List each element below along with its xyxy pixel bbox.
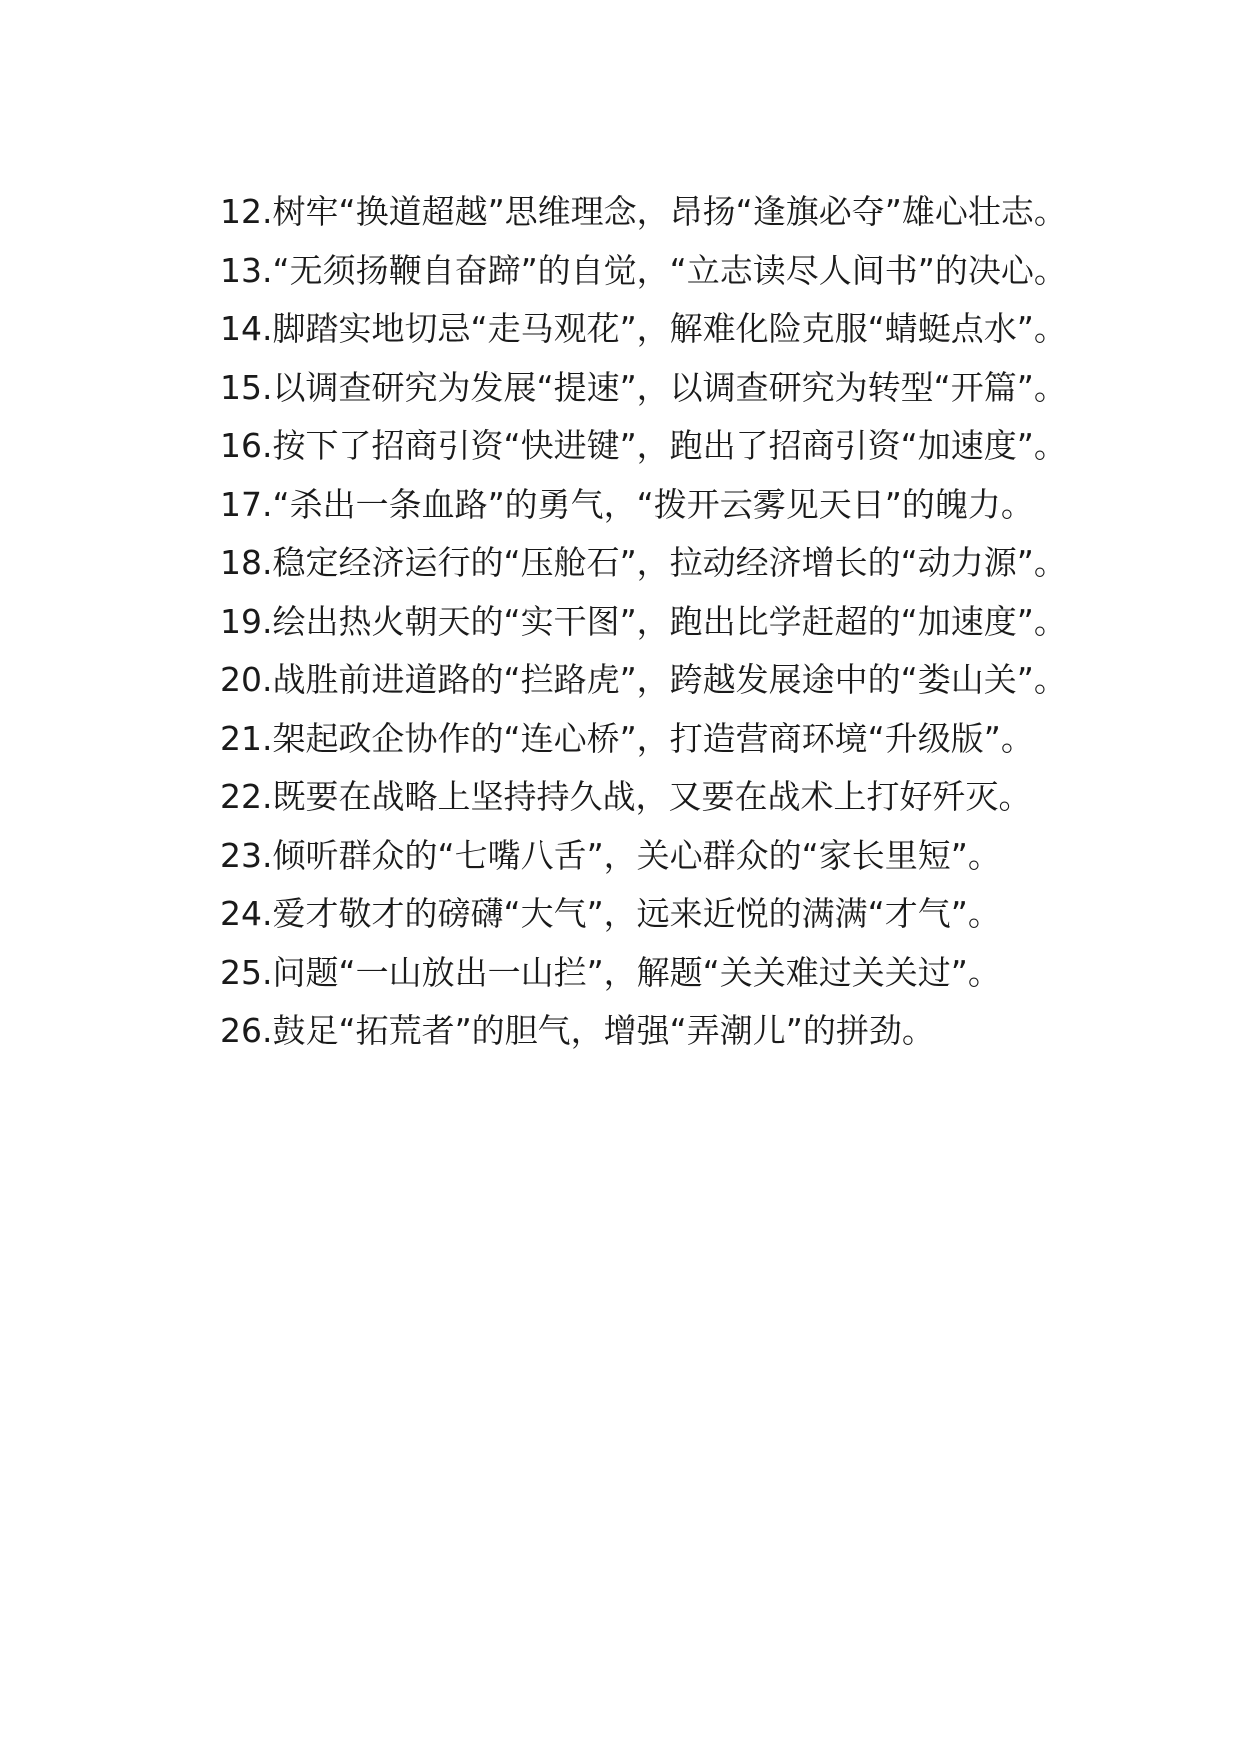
- paragraph-22: 22.既要在战略上坚持持久战，又要在战术上打好歼灭。: [220, 777, 1032, 816]
- paragraph-24: 24.爱才敬才的磅礴“大气”，远来近悦的满满“才气”。: [220, 894, 1001, 933]
- paragraph-20: 20.战胜前进道路的“拦路虎”，跨越发展途中的“娄山关”。: [220, 660, 1067, 699]
- document-body: [154, 183, 1114, 1061]
- paragraph-12: 12.树牢“换道超越”思维理念，昂扬“逢旗必夺”雄心壮志。: [220, 192, 1067, 231]
- paragraph-25: 25.问题“一山放出一山拦”，解题“关关难过关关过”。: [220, 952, 1001, 992]
- paragraph-13: 13.“无须扬鞭自奋蹄”的自觉，“立志读尽人间书”的决心。: [220, 250, 1067, 290]
- paragraph-15: 15.以调查研究为发展“提速”，以调查研究为转型“开篇”。: [220, 367, 1067, 407]
- paragraph-17: 17.“杀出一条血路”的勇气，“拨开云雾见天日”的魄力。: [220, 484, 1034, 524]
- paragraph-23: 23.倾听群众的“七嘴八舌”，关心群众的“家长里短”。: [220, 835, 1001, 875]
- paragraph-16: 16.按下了招商引资“快进键”，跑出了招商引资“加速度”。: [220, 426, 1067, 465]
- paragraph-14: 14.脚踏实地切忌“走马观花”，解难化险克服“蜻蜓点水”。: [220, 309, 1067, 348]
- paragraph-21: 21.架起政企协作的“连心桥”，打造营商环境“升级版”。: [220, 718, 1034, 758]
- paragraph-19: 19.绘出热火朝天的“实干图”，跑出比学赶超的“加速度”。: [220, 601, 1067, 641]
- paragraph-26: 26.鼓足“拓荒者”的胆气，增强“弄潮儿”的拼劲。: [220, 1011, 935, 1050]
- paragraph-18: 18.稳定经济运行的“压舱石”，拉动经济增长的“动力源”。: [220, 543, 1067, 582]
